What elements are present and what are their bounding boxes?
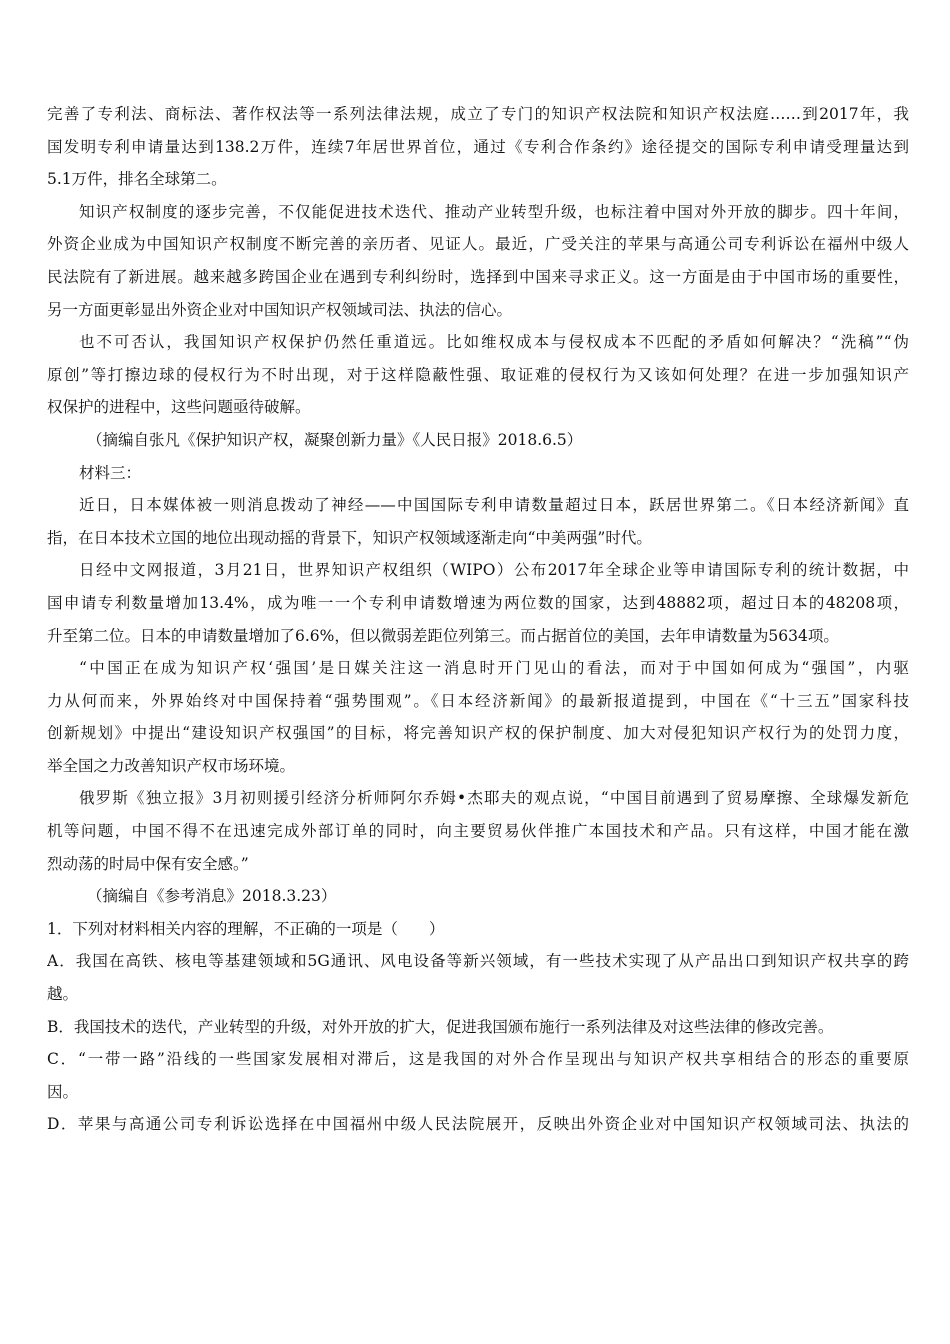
text-line: 越。 (47, 985, 79, 1004)
text-line: 国发明专利申请量达到138.2万件，连续7年居世界首位，通过《专利合作条约》途径提交的国际专利申请受理量达到 (47, 137, 909, 156)
material3-source: （摘编自《参考消息》2018.3.23） (87, 887, 337, 906)
question-1-option-b (47, 1011, 909, 1044)
text-line: 俄罗斯《独立报》3月初则援引经济分析师阿尔乔姆•杰耶夫的观点说，“中国目前遇到了贸易摩擦、全球爆发新危 (79, 789, 909, 808)
text-line: 完善了专利法、商标法、著作权法等一系列法律法规，成立了专门的知识产权法院和知识产权法庭……到2017年，我 (47, 105, 909, 123)
text-line: A．我国在高铁、核电等基建领域和5G通讯、风电设备等新兴领域，有一些技术实现了从产品出口到知识产权共享的跨 (47, 952, 909, 971)
material3-paragraph-2 (47, 554, 909, 652)
text-line: 指，在日本技术立国的地位出现动摇的背景下，知识产权领域逐渐走向“中美两强”时代。 (47, 528, 652, 547)
text-line: C．“一带一路”沿线的一些国家发展相对滞后，这是我国的对外合作呈现出与知识产权共享相结合的形态的重要原 (47, 1050, 909, 1069)
material2-paragraph-3 (47, 326, 909, 424)
text-line: 日经中文网报道，3月21日，世界知识产权组织（WIPO）公布2017年全球企业等申请国际专利的统计数据，中 (79, 561, 909, 580)
text-line: 权保护的进程中，这些问题亟待破解。 (47, 398, 311, 417)
material2-source: （摘编自张凡《保护知识产权，凝聚创新力量》《人民日报》2018.6.5） (87, 430, 583, 449)
material2-paragraph-2 (47, 196, 909, 326)
material3-label: 材料三： (79, 463, 142, 482)
text-line: 创新规划》中提出“建设知识产权强国”的目标，将完善知识产权的保护制度、加大对侵犯知识产权行为的处罚力度， (47, 724, 909, 743)
text-line: 也不可否认，我国知识产权保护仍然任重道远。比如维权成本与侵权成本不匹配的矛盾如何解决？“洗稿”“伪 (79, 333, 909, 352)
question-1-option-d (47, 1108, 909, 1141)
material3-paragraph-1 (47, 489, 909, 554)
question-1-option-c (47, 1043, 909, 1108)
text-line: 近日，日本媒体被一则消息拨动了神经——中国国际专利申请数量超过日本，跃居世界第二。《日本经济新闻》直 (79, 496, 909, 515)
text-line: D．苹果与高通公司专利诉讼选择在中国福州中级人民法院展开，反映出外资企业对中国知识产权领域司法、执法的 (47, 1115, 909, 1134)
document-page (47, 98, 909, 1141)
question-1-option-a (47, 945, 909, 1010)
question-1-stem: 1．下列对材料相关内容的理解，不正确的一项是（ ） (47, 919, 445, 938)
text-line: 知识产权制度的逐步完善，不仅能促进技术迭代、推动产业转型升级，也标注着中国对外开放的脚步。四十年间， (79, 202, 909, 221)
text-line: 另一方面更彰显出外资企业对中国知识产权领域司法、执法的信心。 (47, 300, 513, 319)
text-line: 民法院有了新进展。越来越多跨国企业在遇到专利纠纷时，选择到中国来寻求正义。这一方面是由于中国市场的重要性， (47, 267, 909, 286)
text-line: 原创”等打擦边球的侵权行为不时出现，对于这样隐蔽性强、取证难的侵权行为又该如何处理？在进一步加强知识产 (47, 365, 909, 384)
text-line: 国申请专利数量增加13.4%，成为唯一一个专利申请数增速为两位数的国家，达到48882项，超过日本的48208项， (47, 593, 909, 612)
text-line: 因。 (47, 1082, 79, 1101)
text-line: B．我国技术的迭代，产业转型的升级，对外开放的扩大，促进我国颁布施行一系列法律及对这些法律的修改完善。 (47, 1017, 834, 1036)
text-line: 机等问题，中国不得不在迅速完成外部订单的同时，向主要贸易伙伴推广本国技术和产品。只有这样，中国才能在激 (47, 822, 909, 841)
text-line: “中国正在成为知识产权‘强国’是日媒关注这一消息时开门见山的看法，而对于中国如何成为“强国”，内驱 (79, 659, 909, 678)
text-line: 力从何而来，外界始终对中国保持着“强势围观”。《日本经济新闻》的最新报道提到，中国在《“十三五”国家科技 (47, 691, 909, 710)
text-line: 5.1万件，排名全球第二。 (47, 170, 227, 189)
text-line: 烈动荡的时局中保有安全感。” (47, 854, 249, 873)
material3-paragraph-4 (47, 782, 909, 880)
text-line: 举全国之力改善知识产权市场环境。 (47, 756, 296, 775)
text-line: 外资企业成为中国知识产权制度不断完善的亲历者、见证人。最近，广受关注的苹果与高通公司专利诉讼在福州中级人 (47, 235, 909, 254)
material2-paragraph-1 (47, 98, 909, 196)
material3-paragraph-3 (47, 652, 909, 782)
text-line: 升至第二位。日本的申请数量增加了6.6%，但以微弱差距位列第三。而占据首位的美国，去年申请数量为5634项。 (47, 626, 839, 645)
